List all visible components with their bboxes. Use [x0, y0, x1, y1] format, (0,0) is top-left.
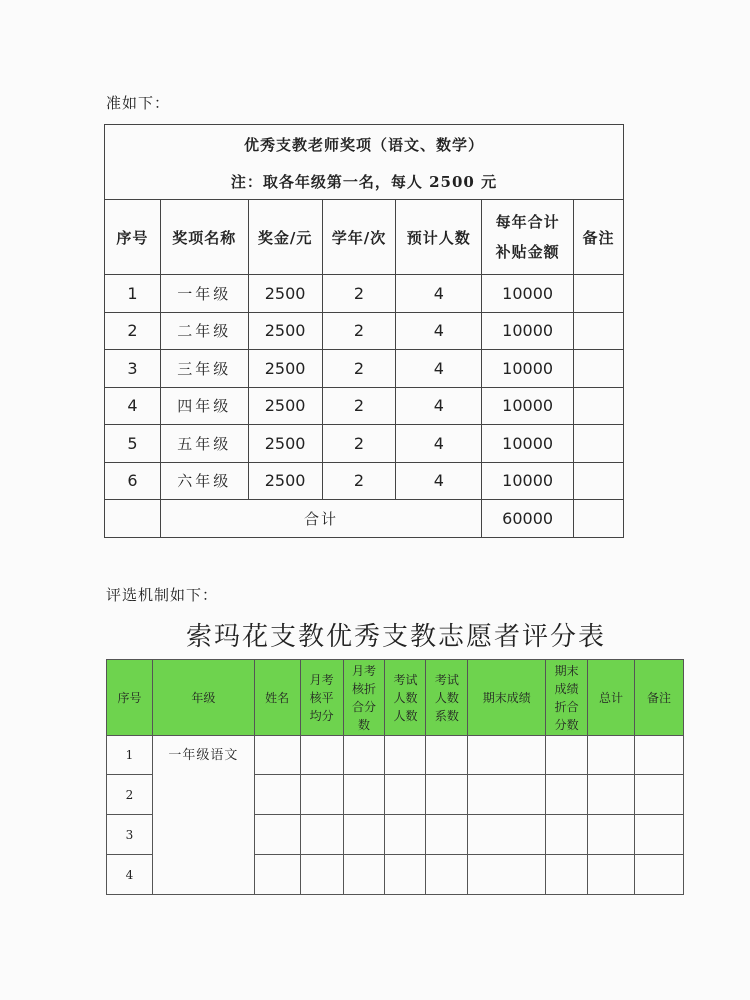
row-bonus: 2500: [248, 312, 322, 350]
row-seq: 4: [105, 387, 161, 425]
row-award-name: 六年级: [160, 462, 248, 500]
score-row-seq: 1: [107, 736, 153, 775]
row-remark: [574, 350, 624, 388]
row-total: 10000: [482, 462, 574, 500]
row-count: 4: [396, 425, 482, 463]
score-cell: [546, 736, 588, 775]
row-per-year: 2: [322, 462, 396, 500]
row-total: 10000: [482, 387, 574, 425]
header-line: 系数: [434, 708, 459, 723]
score-header-final-scaled: [546, 660, 588, 736]
score-row-seq: 4: [107, 855, 153, 895]
score-row-seq: 3: [107, 815, 153, 855]
row-award-name: 一年级: [160, 275, 248, 313]
header-line: 考试: [434, 672, 459, 687]
score-cell: [385, 736, 426, 775]
row-remark: [574, 387, 624, 425]
score-cell: [468, 855, 546, 895]
row-count: 4: [396, 350, 482, 388]
row-award-name: 四年级: [160, 387, 248, 425]
header-line: 月考: [309, 672, 334, 687]
score-header-monthly-scaled: [343, 660, 385, 736]
row-remark: [574, 312, 624, 350]
header-seq: 序号: [105, 200, 161, 275]
header-line: 成绩: [554, 681, 579, 696]
score-header-final-score: 期末成绩: [468, 660, 546, 736]
score-cell: [635, 736, 684, 775]
header-annual-total-line1: 每年合计: [495, 213, 560, 231]
table-row: [105, 387, 624, 425]
row-count: 4: [396, 275, 482, 313]
row-count: 4: [396, 462, 482, 500]
score-cell: [588, 775, 635, 815]
header-line: 核折: [352, 681, 377, 696]
row-per-year: 2: [322, 425, 396, 463]
row-award-name: 三年级: [160, 350, 248, 388]
row-bonus: 2500: [248, 350, 322, 388]
score-cell: [300, 736, 343, 775]
score-cell: [635, 815, 684, 855]
header-line: 期末: [554, 663, 579, 678]
score-header-remark: 备注: [635, 660, 684, 736]
score-table: [106, 659, 684, 895]
score-cell: [300, 855, 343, 895]
table-row: [107, 736, 684, 775]
header-line: 合分: [352, 699, 377, 714]
score-cell: [426, 815, 468, 855]
header-line: 核平: [309, 690, 334, 705]
score-cell: [468, 736, 546, 775]
score-row-seq: 2: [107, 775, 153, 815]
score-cell: [635, 775, 684, 815]
score-grade-cell: 一年级语文: [152, 736, 254, 895]
header-line: 分数: [554, 717, 579, 732]
header-line: 人数: [393, 708, 418, 723]
award-table-title: 优秀支教老师奖项（语文、数学）: [105, 125, 624, 164]
score-cell: [300, 775, 343, 815]
score-cell: [546, 815, 588, 855]
score-cell: [588, 815, 635, 855]
score-cell: [385, 815, 426, 855]
score-cell: [588, 855, 635, 895]
score-header-seq: 序号: [107, 660, 153, 736]
score-cell: [385, 775, 426, 815]
header-per-year: 学年/次: [322, 200, 396, 275]
header-annual-total: [482, 200, 574, 275]
row-total: 10000: [482, 350, 574, 388]
score-cell: [385, 855, 426, 895]
row-per-year: 2: [322, 387, 396, 425]
row-bonus: 2500: [248, 425, 322, 463]
score-cell: [254, 855, 300, 895]
header-bonus: 奖金/元: [248, 200, 322, 275]
row-remark: [574, 462, 624, 500]
table-row: [105, 425, 624, 463]
row-total: 10000: [482, 425, 574, 463]
score-header-monthly-avg: [300, 660, 343, 736]
header-line: 月考: [352, 663, 377, 678]
table-row: [105, 312, 624, 350]
row-count: 4: [396, 312, 482, 350]
row-seq: 6: [105, 462, 161, 500]
mechanism-text: 评选机制如下：: [106, 586, 219, 604]
row-seq: 2: [105, 312, 161, 350]
header-line: 人数: [434, 690, 459, 705]
intro-text: 准如下：: [106, 94, 171, 112]
header-line: 数: [358, 717, 371, 732]
score-cell: [254, 736, 300, 775]
row-bonus: 2500: [248, 275, 322, 313]
table-row: [105, 462, 624, 500]
score-header-name: 姓名: [254, 660, 300, 736]
row-per-year: 2: [322, 312, 396, 350]
score-cell: [426, 736, 468, 775]
row-bonus: 2500: [248, 462, 322, 500]
sum-value: 60000: [482, 500, 574, 538]
score-cell: [546, 775, 588, 815]
sum-remark: [574, 500, 624, 538]
score-header-exam-count: [385, 660, 426, 736]
header-annual-total-line2: 补贴金额: [495, 243, 560, 261]
score-cell: [588, 736, 635, 775]
score-cell: [426, 775, 468, 815]
header-line: 折合: [554, 699, 579, 714]
row-total: 10000: [482, 312, 574, 350]
table-row: [105, 350, 624, 388]
row-remark: [574, 425, 624, 463]
row-seq: 3: [105, 350, 161, 388]
header-award-name: 奖项名称: [160, 200, 248, 275]
score-header-total: 总计: [588, 660, 635, 736]
score-cell: [254, 815, 300, 855]
header-remark: 备注: [574, 200, 624, 275]
table-row: [105, 275, 624, 313]
row-count: 4: [396, 387, 482, 425]
score-cell: [300, 815, 343, 855]
score-cell: [254, 775, 300, 815]
score-cell: [468, 815, 546, 855]
score-table-title: 索玛花支教优秀支教志愿者评分表: [185, 622, 606, 652]
header-line: 均分: [309, 708, 334, 723]
score-cell: [343, 815, 385, 855]
row-bonus: 2500: [248, 387, 322, 425]
award-table: [104, 124, 624, 538]
score-cell: [343, 855, 385, 895]
score-header-exam-coef: [426, 660, 468, 736]
sum-seq: [105, 500, 161, 538]
score-cell: [546, 855, 588, 895]
row-total: 10000: [482, 275, 574, 313]
sum-label: 合计: [160, 500, 481, 538]
score-cell: [426, 855, 468, 895]
sum-row: [105, 500, 624, 538]
row-award-name: 五年级: [160, 425, 248, 463]
header-count: 预计人数: [396, 200, 482, 275]
row-per-year: 2: [322, 350, 396, 388]
award-table-note: 注：取各年级第一名，每人 2500 元: [105, 163, 624, 200]
header-line: 人数: [393, 690, 418, 705]
score-cell: [343, 736, 385, 775]
score-cell: [343, 775, 385, 815]
row-remark: [574, 275, 624, 313]
row-seq: 1: [105, 275, 161, 313]
score-cell: [635, 855, 684, 895]
header-line: 考试: [393, 672, 418, 687]
score-header-grade: 年级: [152, 660, 254, 736]
row-seq: 5: [105, 425, 161, 463]
row-award-name: 二年级: [160, 312, 248, 350]
row-per-year: 2: [322, 275, 396, 313]
score-cell: [468, 775, 546, 815]
